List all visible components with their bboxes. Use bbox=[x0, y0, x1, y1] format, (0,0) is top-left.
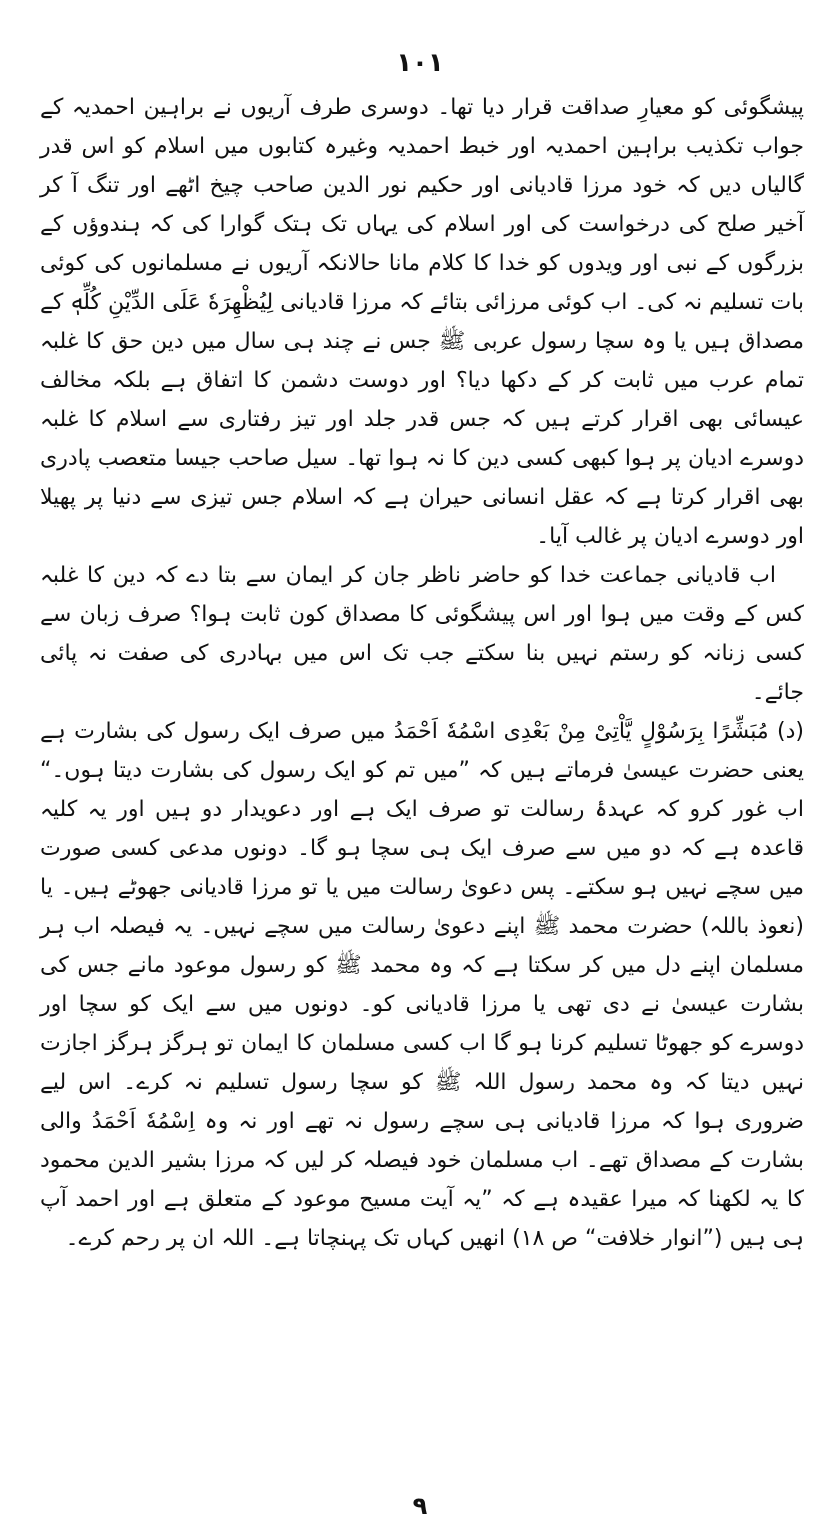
body-text bbox=[40, 88, 804, 1258]
paragraph-3: (د) مُبَشِّرًا بِرَسُوْلٍ یَّاْتِیْ مِنْ بَعْدِی اسْمُهٗ اَحْمَدُ میں صرف ایک رسول کی بشارت ہے یعنی حضرت عیسیٰ فرماتے ہیں کہ ”میں تم کو ایک رسول کی بشارت دیتا ہوں۔“ اب غور کرو کہ عہدۂ رسالت تو صرف ایک ہے اور دعویدار دو ہیں اور یہ کلیہ قاعدہ ہے کہ دو میں سے صرف ایک ہی سچا ہو گا۔ دونوں مدعی کسی صورت میں سچے نہیں ہو سکتے۔ پس دعویٰ رسالت میں یا تو مرزا قادیانی جھوٹے ہیں۔ یا (نعوذ باللہ) حضرت محمد ﷺ اپنے دعویٰ رسالت میں سچے نہیں۔ یہ فیصلہ اب ہر مسلمان اپنے دل میں کر سکتا ہے کہ وہ محمد ﷺ کو رسول موعود مانے جس کی بشارت عیسیٰ نے دی تھی یا مرزا قادیانی کو۔ دونوں میں سے ایک کو سچا اور دوسرے کو جھوٹا تسلیم کرنا ہو گا اب کسی مسلمان کا ایمان تو ہرگز ہرگز اجازت نہیں دیتا کہ وہ محمد رسول اللہ ﷺ کو سچا رسول تسلیم نہ کرے۔ اس لیے ضروری ہوا کہ مرزا قادیانی ہی سچے رسول نہ تھے اور نہ وہ اِسْمُهٗ اَحْمَدُ والی بشارت کے مصداق تھے۔ اب مسلمان خود فیصلہ کر لیں کہ مرزا بشیر الدین محمود کا یہ لکھنا کہ میرا عقیدہ ہے کہ ”یہ آیت مسیح موعود کے متعلق ہے اور احمد آپ ہی ہیں (”انوار خلافت“ ص ۱۸) انھیں کہاں تک پہنچاتا ہے۔ اللہ ان پر رحم کرے۔ bbox=[40, 719, 804, 1251]
footer-number: ۹ bbox=[412, 1492, 428, 1520]
paragraph-1: پیشگوئی کو معیارِ صداقت قرار دیا تھا۔ دوسری طرف آریوں نے براہین احمدیہ کے جواب تکذیب براہین احمدیہ اور خبط احمدیہ وغیرہ کتابوں میں اسلام کو اس قدر گالیاں دیں کہ خود مرزا قادیانی اور حکیم نور الدین صاحب چیخ اٹھے اور تنگ آ کر آخیر صلح کی درخواست کی اور اسلام کی یہاں تک ہتک گوارا کی کہ ہندوؤں کے بزرگوں کے نبی اور ویدوں کو خدا کا کلام مانا حالانکہ آریوں نے مسلمانوں کی کوئی بات تسلیم نہ کی۔ اب کوئی مرزائی بتائے کہ مرزا قادیانی لِیُظْهِرَهٗ عَلَی الدِّیْنِ کُلِّهٖ کے مصداق ہیں یا وہ سچا رسول عربی ﷺ جس نے چند ہی سال میں دین حق کا غلبہ تمام عرب میں ثابت کر کے دکھا دیا؟ اور دوست دشمن کا اتفاق ہے بلکہ مخالف عیسائی بھی اقرار کرتے ہیں کہ جس قدر جلد اور تیز رفتاری سے اسلام کا غلبہ دوسرے ادیان پر ہوا کبھی کسی دین کا نہ ہوا تھا۔ سیل صاحب جیسا متعصب پادری بھی اقرار کرتا ہے کہ عقل انسانی حیران ہے کہ اسلام جس تیزی سے دنیا پر پھیلا اور دوسرے ادیان پر غالب آیا۔ bbox=[40, 95, 804, 549]
page-number: ۱۰۱ bbox=[396, 48, 444, 78]
paragraph-2: اب قادیانی جماعت خدا کو حاضر ناظر جان کر ایمان سے بتا دے کہ دین کا غلبہ کس کے وقت میں ہوا اور اس پیشگوئی کا مصداق کون ثابت ہوا؟ صرف زبان سے کسی زنانہ کو رستم نہیں بنا سکتے جب تک اس میں بہادری کی صفت نہ پائی جائے۔ bbox=[40, 563, 804, 705]
